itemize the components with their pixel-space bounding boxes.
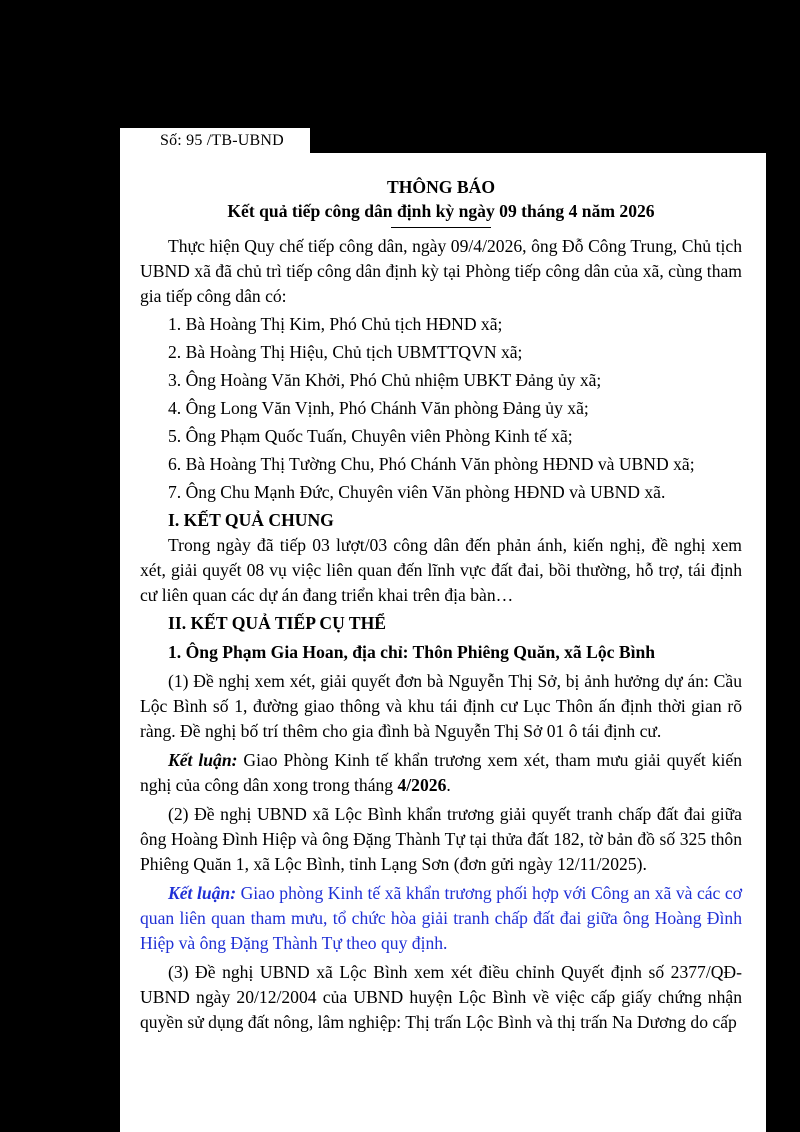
- section-2-heading: II. KẾT QUẢ TIẾP CỤ THỂ: [168, 613, 387, 633]
- participant-item: 2. Bà Hoàng Thị Hiệu, Chủ tịch UBMTTQVN xã;: [168, 342, 523, 362]
- document-title: THÔNG BÁO: [386, 177, 496, 197]
- conclusion-deadline: 4/2026: [397, 775, 447, 795]
- citizen-1-heading: 1. Ông Phạm Gia Hoan, địa chỉ: Thôn Phiêng Quăn, xã Lộc Bình: [168, 642, 656, 662]
- request-item-2: (2) Đề nghị UBND xã Lộc Bình khẩn trương giải quyết tranh chấp đất đai giữa ông Hoàng Đình Hiệp và ông Đặng Thành Tự tại thửa đất 182, tờ bản đồ số 325 thôn Phiêng Quăn 1, xã Lộc Bình, tỉnh Lạng Sơn (đơn gửi ngày 12/11/2025).: [140, 804, 742, 874]
- participant-item: 7. Ông Chu Mạnh Đức, Chuyên viên Văn phòng HĐND và UBND xã.: [168, 482, 666, 502]
- participant-item: 5. Ông Phạm Quốc Tuấn, Chuyên viên Phòng Kinh tế xã;: [168, 426, 573, 446]
- conclusion-2: [140, 881, 742, 956]
- document-subtitle: Kết quả tiếp công dân định kỳ ngày 09 tháng 4 năm 2026: [227, 201, 655, 221]
- conclusion-end: .: [446, 775, 451, 795]
- participant-item: 6. Bà Hoàng Thị Tường Chu, Phó Chánh Văn phòng HĐND và UBND xã;: [168, 454, 695, 474]
- conclusion-text: Giao phòng Kinh tế xã khẩn trương phối hợp với Công an xã và các cơ quan liên quan tham mưu, tổ chức hòa giải tranh chấp đất đai giữa ông Hoàng Đình Hiệp và ông Đặng Thành Tự theo quy định.: [140, 883, 742, 953]
- participant-item: 4. Ông Long Văn Vịnh, Phó Chánh Văn phòng Đảng ủy xã;: [168, 398, 589, 418]
- participant-item: 1. Bà Hoàng Thị Kim, Phó Chủ tịch HĐND xã;: [168, 314, 503, 334]
- request-item-3: (3) Đề nghị UBND xã Lộc Bình xem xét điều chỉnh Quyết định số 2377/QĐ-UBND ngày 20/12/2004 của UBND huyện Lộc Bình về việc cấp giấy chứng nhận quyền sử dụng đất nông, lâm nghiệp: Thị trấn Lộc Bình và thị trấn Na Dương do cấp: [140, 962, 742, 1032]
- conclusion-1: [140, 748, 742, 798]
- request-item-1: (1) Đề nghị xem xét, giải quyết đơn bà Nguyễn Thị Sở, bị ảnh hưởng dự án: Cầu Lộc Bình số 1, đường giao thông và khu tái định cư Lục Thôn ấn định thời gian rõ ràng. Đề nghị bố trí thêm cho gia đình bà Nguyễn Thị Sở 01 ô tái định cư.: [140, 671, 742, 741]
- section-1-text: Trong ngày đã tiếp 03 lượt/03 công dân đến phản ánh, kiến nghị, đề nghị xem xét, giải quyết 08 vụ việc liên quan đến lĩnh vực đất đai, bồi thường, hỗ trợ, tái định cư liên quan các dự án đang triển khai trên địa bàn…: [140, 535, 742, 605]
- conclusion-label: Kết luận:: [168, 883, 237, 903]
- section-1-heading: I. KẾT QUẢ CHUNG: [168, 510, 334, 530]
- conclusion-text: Giao Phòng Kinh tế khẩn trương xem xét, tham mưu giải quyết kiến nghị của công dân xong trong tháng: [140, 750, 742, 795]
- document-body: [140, 175, 742, 1035]
- intro-paragraph: Thực hiện Quy chế tiếp công dân, ngày 09/4/2026, ông Đỗ Công Trung, Chủ tịch UBND xã đã chủ trì tiếp công dân định kỳ tại Phòng tiếp công dân của xã, cùng tham gia tiếp công dân có:: [140, 236, 742, 306]
- participant-item: 3. Ông Hoàng Văn Khởi, Phó Chủ nhiệm UBKT Đảng ủy xã;: [168, 370, 602, 390]
- conclusion-label: Kết luận:: [168, 750, 238, 770]
- title-underline: [391, 227, 491, 228]
- document-number: Số: 95 /TB-UBND: [160, 132, 284, 149]
